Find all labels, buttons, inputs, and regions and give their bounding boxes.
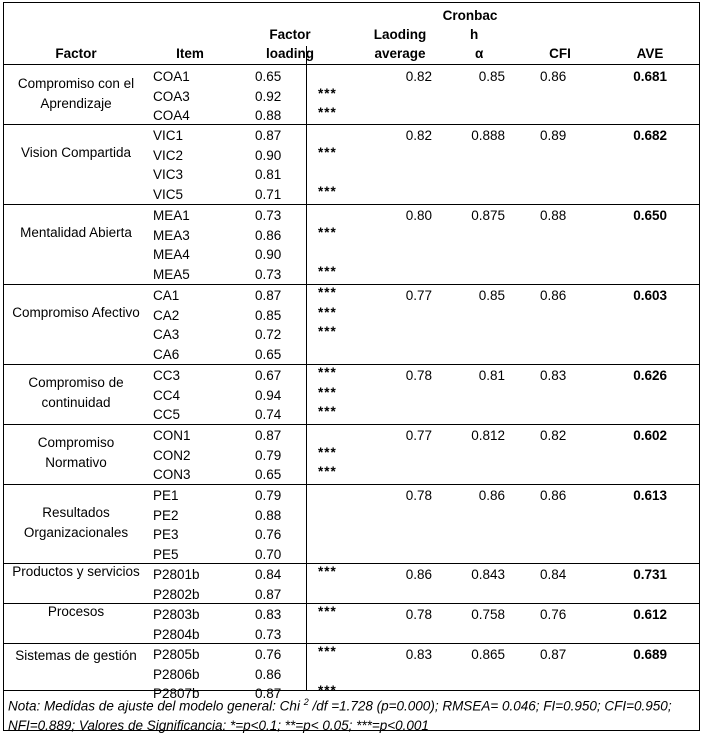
item-code: P2803b <box>153 607 200 622</box>
item-loading: 0.65 <box>255 467 282 483</box>
item-code: COA3 <box>153 88 190 104</box>
item-loading: 0.67 <box>255 368 282 383</box>
cronbach-alpha: 0.865 <box>471 647 505 662</box>
item-code: PE3 <box>153 527 179 543</box>
item-loading: 0.73 <box>255 626 282 642</box>
header-loading-avg-2: average <box>374 46 426 61</box>
header-item: Item <box>176 46 204 61</box>
factor-name: Compromiso de continuidad <box>28 375 124 410</box>
item-significance: *** <box>318 184 337 200</box>
factor-name: Resultados Organizacionales <box>23 504 129 540</box>
item-code: VIC1 <box>153 128 184 143</box>
column-divider <box>306 364 307 424</box>
group-rule <box>3 364 700 365</box>
group-rule <box>3 204 700 205</box>
item-significance: *** <box>318 644 337 659</box>
item-significance: *** <box>318 144 337 160</box>
item-code: CA3 <box>153 327 180 343</box>
group-rule <box>3 484 700 485</box>
item-code: P2807b <box>153 686 200 702</box>
item-loading: 0.70 <box>255 547 282 563</box>
item-code: CC4 <box>153 387 181 403</box>
loading-average: 0.83 <box>405 647 432 662</box>
item-loading: 0.84 <box>255 567 282 582</box>
header-rule <box>3 64 700 65</box>
item-significance: *** <box>318 365 337 380</box>
column-divider <box>306 204 307 284</box>
cfi-value: 0.84 <box>540 567 567 582</box>
factor-name: Productos y servicios <box>12 564 140 579</box>
item-code: VIC2 <box>153 147 184 163</box>
factor-name: Compromiso Normativo <box>37 435 115 470</box>
header-factor: Factor <box>55 46 97 61</box>
item-loading: 0.76 <box>255 647 282 662</box>
note-text-2: /df =1.728 (p=0.000); RMSEA= 0.046; FI=0.950; CFI=0.950; NFI=0.889; Valores de Significancia: *=p<0.1; **=p< 0.05; ***=p<0.001 <box>8 698 672 733</box>
factor-name: Procesos <box>47 604 105 619</box>
note-prefix: Nota: <box>8 698 41 714</box>
item-code: CA2 <box>153 307 180 323</box>
item-code: CON2 <box>153 447 191 463</box>
item-loading: 0.87 <box>255 586 282 602</box>
item-code: P2804b <box>153 626 200 642</box>
item-significance: *** <box>318 604 337 619</box>
header-cronbach-1: Cronbac <box>442 8 498 23</box>
cfi-value: 0.86 <box>540 69 567 84</box>
cronbach-alpha: 0.85 <box>478 69 505 84</box>
cronbach-alpha: 0.812 <box>471 428 505 443</box>
item-code: VIC5 <box>153 187 184 203</box>
item-code: VIC3 <box>153 167 184 183</box>
ave-value: 0.602 <box>633 428 667 443</box>
item-code: CC5 <box>153 407 181 423</box>
item-loading: 0.86 <box>255 227 282 243</box>
cronbach-alpha: 0.758 <box>471 607 505 622</box>
item-loading: 0.87 <box>255 686 282 702</box>
item-loading: 0.65 <box>255 69 282 84</box>
item-code: PE2 <box>153 507 179 523</box>
column-divider <box>306 563 307 603</box>
note-superscript: 2 <box>303 697 309 707</box>
item-significance: *** <box>318 324 337 340</box>
header-cfi: CFI <box>549 46 571 61</box>
item-code: MEA3 <box>153 227 190 243</box>
item-significance: *** <box>318 564 337 579</box>
item-significance: *** <box>318 444 337 460</box>
item-loading: 0.83 <box>255 607 282 622</box>
ave-value: 0.682 <box>633 128 667 143</box>
header-factor-loading-2: loading <box>266 46 314 61</box>
group-rule <box>3 124 700 125</box>
item-code: MEA1 <box>153 208 190 223</box>
item-code: CA1 <box>153 288 180 303</box>
loading-average: 0.82 <box>405 69 432 84</box>
cronbach-alpha: 0.888 <box>471 128 505 143</box>
item-loading: 0.74 <box>255 407 282 423</box>
cfi-value: 0.82 <box>540 428 567 443</box>
cfi-value: 0.89 <box>540 128 567 143</box>
ave-value: 0.681 <box>633 69 667 84</box>
loading-average: 0.77 <box>405 428 432 443</box>
ave-value: 0.650 <box>633 208 667 223</box>
item-loading: 0.87 <box>255 128 282 143</box>
item-loading: 0.85 <box>255 307 282 323</box>
item-loading: 0.72 <box>255 327 282 343</box>
item-loading: 0.73 <box>255 267 282 283</box>
item-code: CON3 <box>153 467 191 483</box>
item-significance: *** <box>318 264 337 280</box>
header-ave: AVE <box>636 46 664 61</box>
note-text-1: Medidas de ajuste del modelo general: Chi <box>40 698 304 714</box>
item-loading: 0.87 <box>255 428 282 443</box>
item-significance: *** <box>318 224 337 240</box>
ave-value: 0.612 <box>633 607 667 622</box>
cfi-value: 0.88 <box>540 208 567 223</box>
ave-value: 0.613 <box>633 488 667 503</box>
ave-value: 0.689 <box>633 647 667 662</box>
cronbach-alpha: 0.81 <box>478 368 505 383</box>
item-code: MEA5 <box>153 267 190 283</box>
item-code: P2801b <box>153 567 200 582</box>
ave-value: 0.603 <box>633 288 667 303</box>
item-significance: *** <box>318 683 337 699</box>
item-significance: *** <box>318 404 337 420</box>
cfi-value: 0.83 <box>540 368 567 383</box>
item-code: P2805b <box>153 647 200 662</box>
item-code: P2806b <box>153 666 200 682</box>
item-significance: *** <box>318 384 337 400</box>
item-loading: 0.90 <box>255 147 282 163</box>
cronbach-alpha: 0.843 <box>471 567 505 582</box>
item-code: COA4 <box>153 108 190 124</box>
group-rule <box>3 284 700 285</box>
item-code: MEA4 <box>153 247 190 263</box>
item-loading: 0.81 <box>255 167 282 183</box>
item-loading: 0.79 <box>255 447 282 463</box>
item-code: CC3 <box>153 368 181 383</box>
column-divider <box>306 284 307 364</box>
table-note <box>8 693 698 735</box>
item-significance: *** <box>318 85 337 101</box>
cfi-value: 0.86 <box>540 488 567 503</box>
cfi-value: 0.87 <box>540 647 567 662</box>
column-divider <box>306 124 307 204</box>
column-divider <box>306 46 307 64</box>
column-divider <box>306 484 307 563</box>
item-code: P2802b <box>153 586 200 602</box>
group-rule <box>3 643 700 644</box>
group-rule <box>3 424 700 425</box>
item-loading: 0.76 <box>255 527 282 543</box>
loading-average: 0.77 <box>405 288 432 303</box>
factor-name: Compromiso con el Aprendizaje <box>17 75 135 111</box>
item-significance: *** <box>318 105 337 121</box>
item-loading: 0.88 <box>255 108 282 124</box>
group-rule <box>3 690 700 691</box>
factor-name: Sistemas de gestión <box>15 647 137 663</box>
header-factor-loading-1: Factor <box>269 27 311 42</box>
item-loading: 0.87 <box>255 288 282 303</box>
header-cronbach-2: h <box>470 27 479 42</box>
column-divider <box>306 424 307 484</box>
item-code: COA1 <box>153 69 190 84</box>
item-loading: 0.92 <box>255 88 282 104</box>
loading-average: 0.82 <box>405 128 432 143</box>
loading-average: 0.78 <box>405 488 432 503</box>
header-loading-avg-1: Laoding <box>373 27 427 42</box>
item-loading: 0.90 <box>255 247 282 263</box>
ave-value: 0.731 <box>633 567 667 582</box>
column-divider <box>306 65 307 124</box>
cfi-value: 0.76 <box>540 607 567 622</box>
item-significance: *** <box>318 464 337 480</box>
header-cronbach-3: α <box>475 46 484 61</box>
factor-name: Mentalidad Abierta <box>20 225 132 240</box>
cronbach-alpha: 0.86 <box>478 488 505 503</box>
factor-name: Vision Compartida <box>20 145 132 160</box>
factor-name: Compromiso Afectivo <box>12 305 140 320</box>
column-divider <box>306 603 307 643</box>
ave-value: 0.626 <box>633 368 667 383</box>
item-loading: 0.86 <box>255 666 282 682</box>
item-code: PE5 <box>153 547 179 563</box>
cfi-value: 0.86 <box>540 288 567 303</box>
item-loading: 0.71 <box>255 187 282 203</box>
cronbach-alpha: 0.875 <box>471 208 505 223</box>
loading-average: 0.86 <box>405 567 432 582</box>
loading-average: 0.80 <box>405 208 432 223</box>
item-code: CON1 <box>153 428 191 443</box>
item-loading: 0.94 <box>255 387 282 403</box>
loading-average: 0.78 <box>405 368 432 383</box>
item-loading: 0.73 <box>255 208 282 223</box>
loading-average: 0.78 <box>405 607 432 622</box>
item-loading: 0.88 <box>255 507 282 523</box>
item-code: CA6 <box>153 347 180 363</box>
item-significance: *** <box>318 304 337 320</box>
item-significance: *** <box>318 285 337 300</box>
item-code: PE1 <box>153 488 179 503</box>
cronbach-alpha: 0.85 <box>478 288 505 303</box>
column-divider <box>306 643 307 690</box>
item-loading: 0.79 <box>255 488 282 503</box>
item-loading: 0.65 <box>255 347 282 363</box>
